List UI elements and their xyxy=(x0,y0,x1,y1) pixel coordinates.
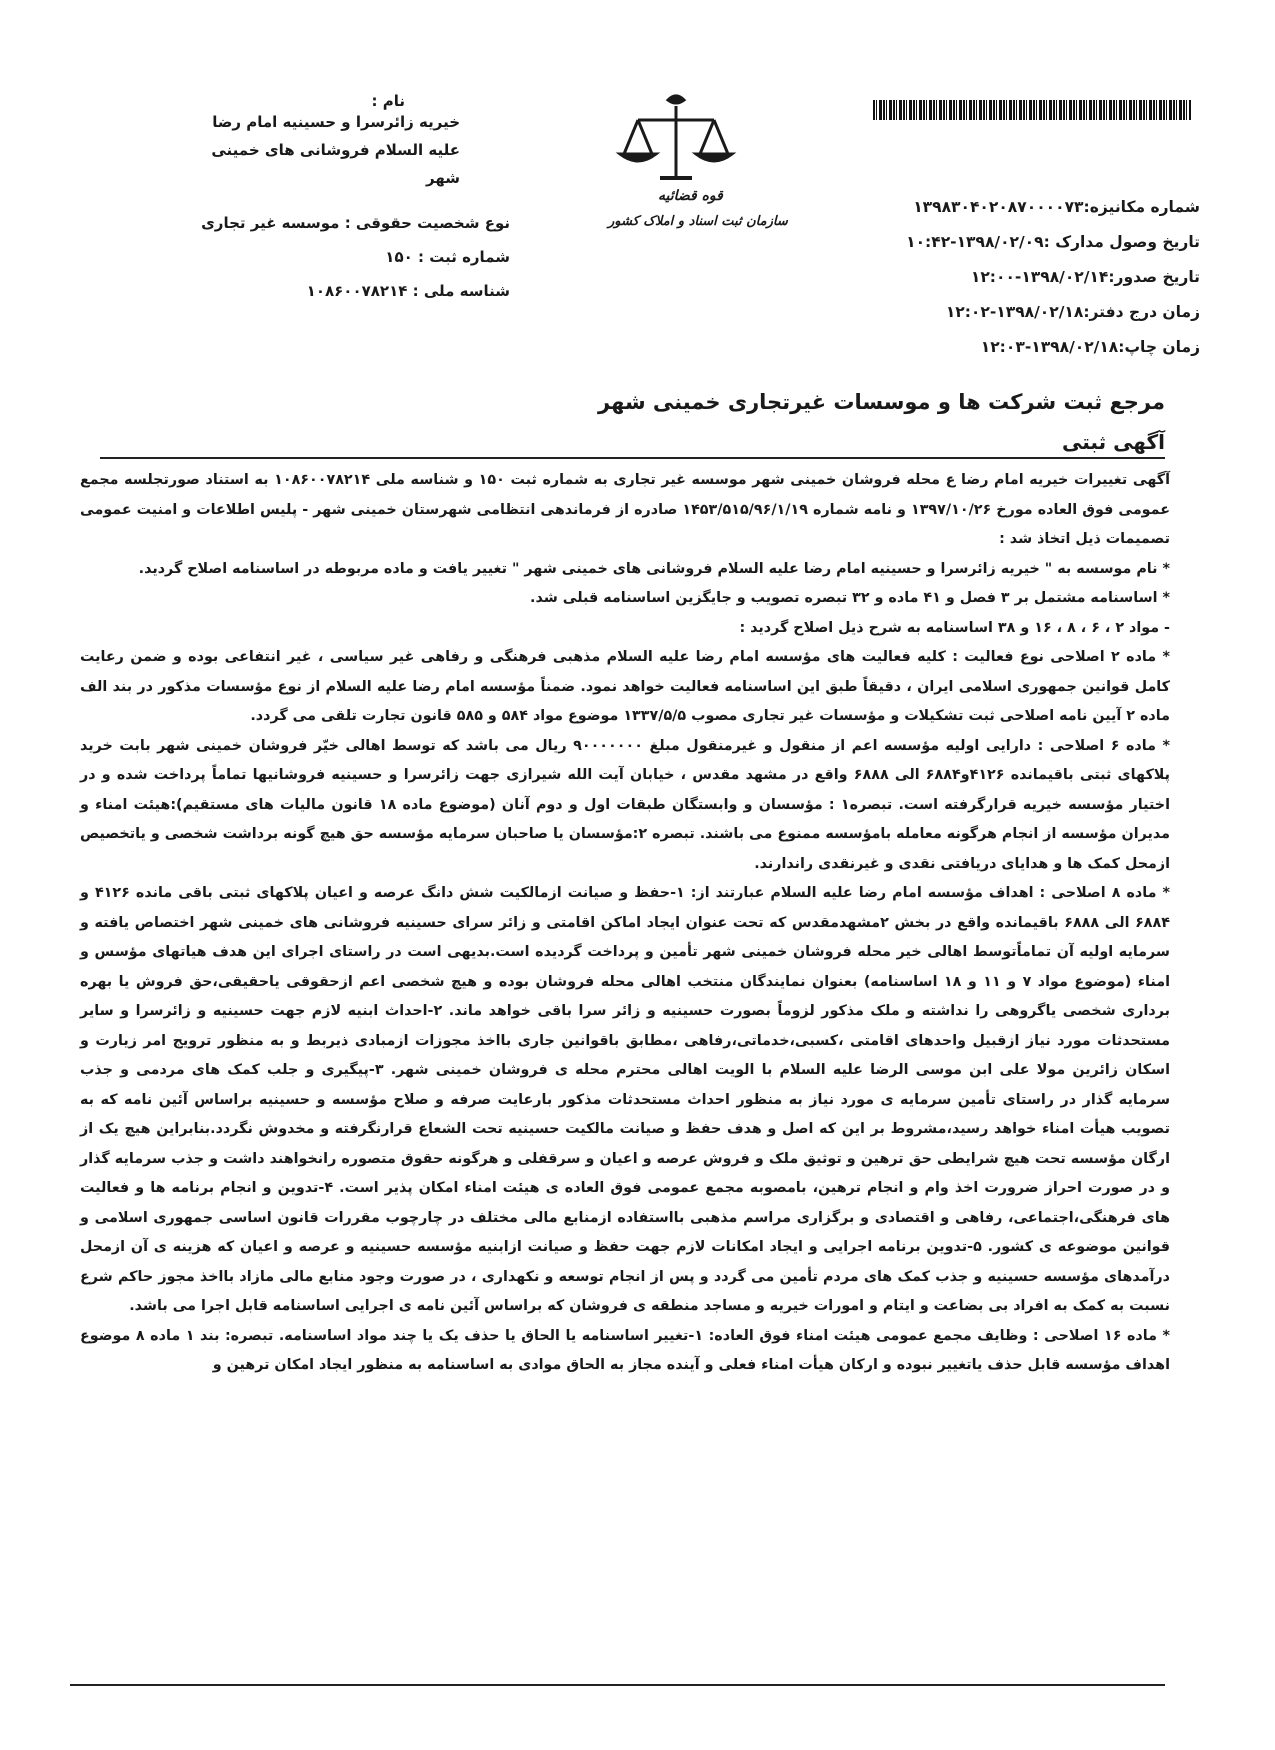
footer-divider xyxy=(70,1684,1165,1686)
name-label: نام : xyxy=(371,92,405,110)
entity-info xyxy=(200,208,510,310)
paragraph-amended-articles: - مواد ۲ ، ۶ ، ۸ ، ۱۶ و ۳۸ اساسنامه به شرح ذیل اصلاح گردید : xyxy=(739,619,1170,636)
paragraph-intro: آگهی تغییرات خیریه امام رضا ع محله فروشان خمینی شهر موسسه غیر تجاری به شماره ثبت ۱۵۰ و شناسه ملی ۱۰۸۶۰۰۷۸۲۱۴ به استناد صورتجلسه مجمع عمومی فوق العاده مورخ ۱۳۹۷/۱۰/۲۶ و نامه شماره ۱۴۵۳/۵۱۵/۹۶/۱/۱۹ صادره از فرماندهی انتظامی شهرستان خمینی شهر - پلیس اطلاعات و امنیت عمومی تصمیمات ذیل اتخاذ شد : xyxy=(80,472,1170,547)
barcode-icon xyxy=(873,100,1191,120)
scales-of-justice-icon xyxy=(598,92,788,192)
organization-caption: سازمان ثبت اسناد و املاک کشور xyxy=(608,214,788,229)
paragraph-name-change: * نام موسسه به " خیریه زائرسرا و حسینیه امام رضا علیه السلام فروشانی های خمینی شهر " تغییر یافت و ماده مربوطه در اساسنامه اصلاح گردید. xyxy=(138,560,1170,577)
paragraph-statute: * اساسنامه مشتمل بر ۳ فصل و ۴۱ ماده و ۳۲ تبصره تصویب و جایگزین اساسنامه قبلی شد. xyxy=(530,590,1170,606)
national-id: شناسه ملی : ۱۰۸۶۰۰۷۸۲۱۴ xyxy=(306,282,510,300)
divider xyxy=(100,457,1165,459)
notice-body xyxy=(80,466,1170,1381)
judiciary-emblem xyxy=(598,92,788,262)
meta-ledger-time: زمان درج دفتر:۱۳۹۸/۰۲/۱۸-۱۲:۰۲ xyxy=(945,303,1200,321)
paragraph-article-16: * ماده ۱۶ اصلاحی : وظایف مجمع عمومی هیئت امناء فوق العاده: ۱-تغییر اساسنامه یا الحاق یا حذف یک یا چند مواد اساسنامه. تبصره: بند ۱ ماده ۸ موضوع اهداف مؤسسه قابل حذف یاتغییر نبوده و ارکان هیأت امناء فعلی و آینده مجاز به الحاق موادی به اساسنامه به منظور ایجاد امکان ترهین و xyxy=(80,1327,1170,1373)
registration-number: شماره ثبت : ۱۵۰ xyxy=(385,248,510,266)
meta-issue-date: تاریخ صدور:۱۳۹۸/۰۲/۱۴-۱۲:۰۰ xyxy=(970,268,1200,286)
registration-meta xyxy=(880,193,1200,368)
meta-print-time: زمان چاپ:۱۳۹۸/۰۲/۱۸-۱۲:۰۳ xyxy=(980,338,1200,356)
meta-receipt-date: تاریخ وصول مدارک :۱۳۹۸/۰۲/۰۹-۱۰:۴۲ xyxy=(906,233,1200,251)
authority-title: مرجع ثبت شرکت ها و موسسات غیرتجاری خمینی شهر xyxy=(598,390,1165,414)
legal-type: نوع شخصیت حقوقی : موسسه غیر تجاری xyxy=(201,214,510,232)
paragraph-article-6: * ماده ۶ اصلاحی : دارایی اولیه مؤسسه اعم از منقول و غیرمنقول مبلغ ۹۰۰۰۰۰۰۰ ریال می باشد که توسط اهالی خیّر فروشان خمینی شهر بابت خرید پلاکهای ثبتی باقیمانده ۴۱۲۶و۶۸۸۴ الی ۶۸۸۸ واقع در مشهد مقدس ، خیابان آیت الله شیرازی جهت زائرسرا و حسینیه فروشانیها تماماً پرداخت شده و در اختیار مؤسسه خیریه قرارگرفته است. تبصره۱ : مؤسسان و وابستگان طبقات اول و دوم آنان (موضوع ماده ۱۸ قانون مالیات های مستقیم):هیئت امناء و مدیران مؤسسه از انجام هرگونه معامله بامؤسسه ممنوع می باشند. تبصره ۲:مؤسسان یا صاحبان سرمایه مؤسسه حق هیچ گونه برداشت شخصی و یاتخصیص ازمحل کمک ها و هدایای دریافتی نقدی و غیرنقدی راندارند. xyxy=(80,737,1171,872)
notice-title: آگهی ثبتی xyxy=(1062,430,1165,454)
meta-mechanized-number: شماره مکانیزه:۱۳۹۸۳۰۴۰۲۰۸۷۰۰۰۰۷۳ xyxy=(913,198,1200,216)
paragraph-article-8: * ماده ۸ اصلاحی : اهداف مؤسسه امام رضا علیه السلام عبارتند از: ۱-حفظ و صیانت ازمالکیت شش دانگ عرصه و اعیان پلاکهای ثبتی باقی مانده ۴۱۲۶ و ۶۸۸۴ الی ۶۸۸۸ باقیمانده واقع در بخش ۲مشهدمقدس که تحت عنوان ایجاد اماکن اقامتی و زائر سرای حسینیه فروشانی های خمینی شهر اختصاص یافته و سرمایه اولیه آن تماماًتوسط اهالی خیر محله فروشان خمینی شهر تأمین و پرداخت گردیده است.بدیهی است در راستای اجرای این هدف هیاتهای مؤسس و امناء (موضوع مواد ۷ و ۱۱ و ۱۸ اساسنامه) بعنوان نمایندگان منتخب اهالی محله فروشان بوده و هیچ شخصی اعم ازحقوقی یاحقیقی،حق فروش یا بهره برداری شخصی یاگروهی را نداشته و ملک مذکور لزوماً بصورت حسینیه و زائر سرا باقی خواهد ماند. ۲-احداث ابنیه لازم جهت حسینیه و زائرسرا و سایر مستحدثات مورد نیاز ازقبیل واحدهای اقامتی ،کسبی،خدماتی،رفاهی ،مطابق باقوانین جاری بااخذ مجوزات ازمبادی ذیربط و به منظور ترویج امر زیارت و اسکان زائرین مولا علی ابن موسی الرضا علیه السلام با الویت اهالی محترم محله ی فروشان خمینی شهر. ۳-پیگیری و جلب کمک های مردمی و جذب سرمایه گذار در راستای تأمین سرمایه ی مورد نیاز به منظور احداث مستحدثات مذکور بارعایت صرفه و صلاح مؤسسه و حسینیه براساس آئین نامه که به تصویب هیأت امناء خواهد رسید،مشروط بر این که اصل و هدف حفظ و صیانت مالکیت حسینیه تحت الشعاع قرارنگرفته و مخدوش نگردد.بنابراین هیچ یک از ارگان مؤسسه تحت هیچ شرایطی حق ترهین و توثیق ملک و فروش عرصه و اعیان و سرقفلی و هرگونه حقوق متصوره رانخواهند داشت و جذب سرمایه گذار و در صورت احراز ضرورت اخذ وام و انجام ترهین، بامصوبه مجمع عمومی فوق العاده ی هیئت امناء امکان پذیر است. ۴-تدوین و انجام برنامه ها و فعالیت های فرهنگی،اجتماعی، رفاهی و اقتصادی و برگزاری مراسم مذهبی بااستفاده ازمنابع مالی مختلف در چارچوب مقررات قانون اساسی جمهوری اسلامی و قوانین موضوعه ی کشور. ۵-تدوین برنامه اجرایی و ایجاد امکانات لازم جهت حفظ و صیانت ازابنیه مؤسسه حسینیه و عرصه و اعیان که هزینه ی آن ازمحل درآمدهای مؤسسه حسینیه و جذب کمک های مردم تأمین می گردد و پس از انجام توسعه و نکهداری ، در صورت وجود منابع مالی مازاد بااخذ مجوز حاکم شرع نسبت به کمک به افراد بی بضاعت و ایتام و امورات خیریه و مساجد منطقه ی فروشان که براساس آئین نامه ی اجرایی اساسنامه قابل اجرا می باشد. xyxy=(80,885,1171,1314)
paragraph-article-2: * ماده ۲ اصلاحی نوع فعالیت : کلیه فعالیت های مؤسسه امام رضا علیه السلام مذهبی فرهنگی و رفاهی غیر سیاسی ، غیر انتفاعی بوده و ضمن رعایت کامل قوانین جمهوری اسلامی ایران ، دقیقاً طبق این اساسنامه فعالیت خواهد نمود. ضمناً مؤسسه امام رضا علیه السلام از نوع مؤسسات مذکور در بند الف ماده ۲ آیین نامه اصلاحی ثبت تشکیلات و مؤسسات غیر تجاری مصوب ۱۳۳۷/۵/۵ موضوع مواد ۵۸۴ و ۵۸۵ قانون تجارت تلقی می گردد. xyxy=(80,649,1171,724)
entity-name: خیریه زائرسرا و حسینیه امام رضا علیه السلام فروشانی های خمینی شهر xyxy=(211,113,460,187)
judiciary-caption: قوه قضائیه xyxy=(658,188,723,204)
